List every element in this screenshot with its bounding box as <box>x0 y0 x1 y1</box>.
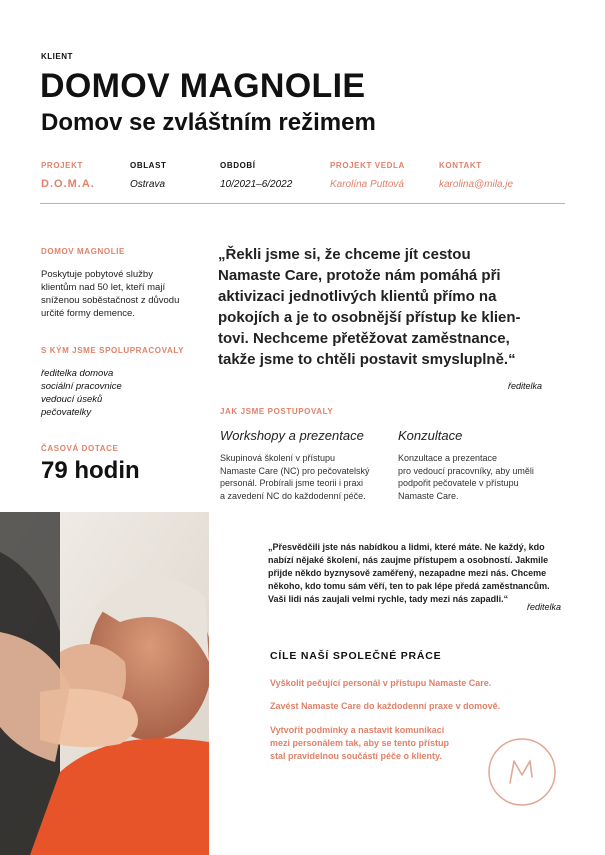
meta-label: OBDOBÍ <box>220 161 256 170</box>
quote-line: Vaši lidi nás zaujali velmi rychle, tady mezi nás zapadli.“ <box>268 594 509 604</box>
process-heading: JAK JSME POSTUPOVALY <box>220 407 334 416</box>
text-line: personál. Probírali jsme teorii i praxi <box>220 478 364 488</box>
text-line: pro vedoucí pracovníky, aby uměli <box>398 465 534 476</box>
quote-line: pokojích a je to osobnější přístup ke klien- <box>218 309 521 326</box>
text-line: Namaste Care. <box>398 490 459 501</box>
about-heading: DOMOV MAGNOLIE <box>41 247 125 256</box>
goal-line: Vyškolit pečující personál v přístupu Namaste Care. <box>270 678 492 688</box>
meta-value: D.O.M.A. <box>41 178 95 190</box>
quote-author: ředitelka <box>508 381 543 391</box>
list-item: pečovatelky <box>41 407 92 418</box>
text-line: Skupinová školení v přístupu <box>220 453 336 463</box>
text-line: a zavedení NC do každodenní péče. <box>220 490 366 501</box>
meta-project <box>41 161 95 192</box>
process-column-text <box>398 452 534 502</box>
mila-logo-icon <box>487 737 557 807</box>
partners-heading: S KÝM JSME SPOLUPRACOVALY <box>41 346 185 355</box>
meta-label: OBLAST <box>130 161 167 170</box>
meta-label: PROJEKT <box>41 161 83 170</box>
meta-period <box>220 161 292 192</box>
process-column-text <box>220 452 370 502</box>
quote-line: přijde někdo byznysově zaměřený, nezapadne mezi nás. Chceme <box>268 568 547 578</box>
text-line: Namaste Care (NC) pro pečovatelský <box>220 465 370 476</box>
hours-heading: ČASOVÁ DOTACE <box>41 444 119 453</box>
about-line: Poskytuje pobytové služby <box>41 269 153 280</box>
goals-heading: CÍLE NAŠÍ SPOLEČNÉ PRÁCE <box>270 650 442 662</box>
meta-lead <box>330 161 405 192</box>
meta-area <box>130 161 167 192</box>
quote-line: aktivizaci jednotlivých klientů přímo na <box>218 288 497 305</box>
goal-line: stal pravidelnou součástí péče o klienty. <box>270 751 442 761</box>
meta-label: PROJEKT VEDLA <box>330 161 405 170</box>
goal-item <box>270 700 510 713</box>
text-line: Konzultace a prezentace <box>398 453 498 463</box>
header-divider <box>40 203 565 204</box>
goal-line: Zavést Namaste Care do každodenní praxe v domově. <box>270 701 501 711</box>
quote-line: Namaste Care, protože nám pomáhá při <box>218 267 501 284</box>
goal-line: Vytvořit podmínky a nastavit komunikaci <box>270 725 445 735</box>
goal-line: mezi personálem tak, aby se tento přístup <box>270 738 450 748</box>
hours-value: 79 hodin <box>41 457 140 484</box>
process-column-title: Konzultace <box>398 428 463 443</box>
about-line: sníženou soběstačnost z důvodu <box>41 295 180 306</box>
about-text <box>41 268 179 320</box>
list-item: vedoucí úseků <box>41 394 103 405</box>
quote-line: takže jsme to chtěli postavit smysluplně.“ <box>218 351 516 368</box>
meta-value: 10/2021–6/2022 <box>220 179 293 190</box>
meta-value: Karolína Puttová <box>330 179 404 190</box>
partners-list <box>41 367 122 419</box>
goal-item <box>270 724 510 763</box>
process-column-title: Workshopy a prezentace <box>220 428 364 443</box>
elderly-woman-photo <box>0 512 209 855</box>
quote-line: nabízí nějaké školení, nás zaujme přístupem a osobností. Jakmile <box>268 555 549 565</box>
quote-line: někoho, kdo tomu sám věří, ten to pak lépe předá zaměstnancům. <box>268 581 550 591</box>
list-item: ředitelka domova <box>41 368 114 379</box>
meta-label: KONTAKT <box>439 161 482 170</box>
main-quote <box>218 244 563 370</box>
quote-line: „Řekli jsme si, že chceme jít cestou <box>218 246 471 263</box>
about-line: určité formy demence. <box>41 308 135 319</box>
client-label: KLIENT <box>41 52 73 61</box>
goal-item <box>270 677 510 690</box>
quote-author: ředitelka <box>527 602 562 612</box>
quote-line: „Přesvědčili jste nás nabídkou a lidmi, které máte. Ne každý, kdo <box>268 542 545 552</box>
page-title: DOMOV MAGNOLIE <box>40 67 366 105</box>
list-item: sociální pracovnice <box>41 381 122 392</box>
page-subtitle: Domov se zvláštním režimem <box>41 109 376 136</box>
about-line: klientům nad 50 let, kteří mají <box>41 282 166 293</box>
meta-contact <box>439 161 513 192</box>
secondary-quote <box>268 541 566 606</box>
text-line: podpořit pečovatele v přístupu <box>398 478 519 488</box>
meta-value: Ostrava <box>130 179 166 190</box>
quote-line: tovi. Nechceme přetěžovat zaměstnance, <box>218 330 510 347</box>
meta-contact-link[interactable]: karolina@mila.je <box>439 179 514 190</box>
